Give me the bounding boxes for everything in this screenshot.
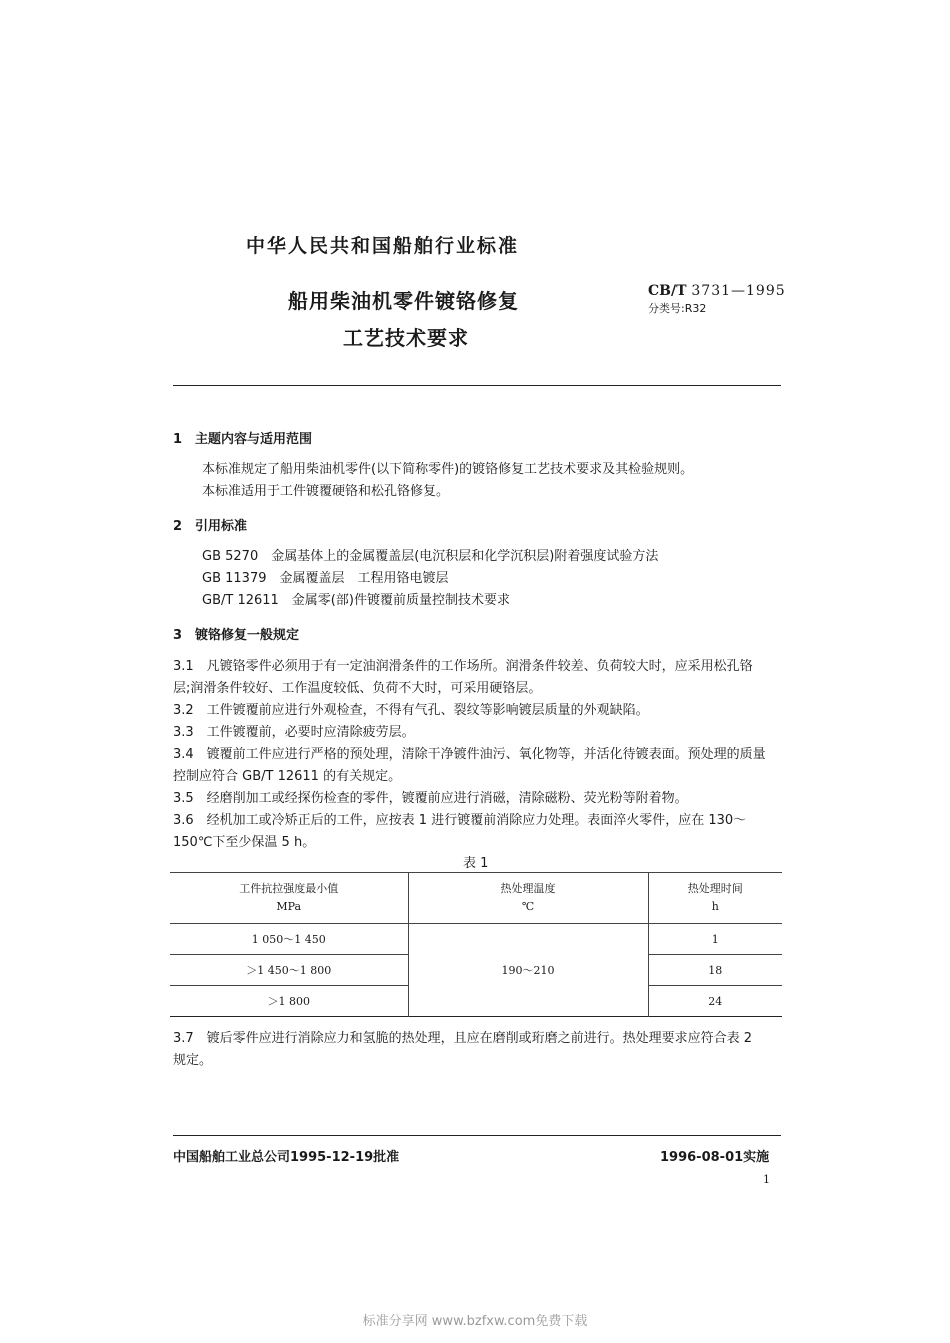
standard-number: 3731—1995	[691, 283, 786, 299]
clause-3-3: 3.3 工件镀覆前，必要时应清除疲劳层。	[173, 725, 415, 740]
strength-cell: ＞1 800	[170, 986, 408, 1017]
clause-3-6-continued: 150℃下至少保温 5 h。	[173, 835, 316, 850]
issuing-organization: 中华人民共和国船舶行业标准	[246, 235, 520, 257]
footer-divider	[173, 1135, 781, 1136]
section-1-paragraph: 本标准规定了船用柴油机零件(以下简称零件)的镀铬修复工艺技术要求及其检验规则。	[202, 462, 694, 477]
clause-3-4: 3.4 镀覆前工件应进行严格的预处理，清除干净镀件油污、氧化物等，并活化待镀表面。预处理的质量	[173, 747, 766, 762]
watermark-text: 标准分享网 www.bzfxw.com免费下载	[362, 1314, 588, 1329]
clause-3-7: 3.7 镀后零件应进行消除应力和氢脆的热处理，且应在磨削或珩磨之前进行。热处理要求应符合表 2	[173, 1031, 753, 1046]
table-header-row	[170, 873, 782, 924]
section-2-heading: 2 引用标准	[173, 519, 248, 534]
column-header-strength: 工件抗拉强度最小值 MPa	[170, 873, 408, 924]
strength-cell: ＞1 450～1 800	[170, 955, 408, 986]
approval-line: 中国船舶工业总公司1995-12-19批准	[173, 1150, 400, 1165]
table-1	[170, 872, 782, 1017]
reference-item: GB/T 12611 金属零(部)件镀覆前质量控制技术要求	[202, 593, 510, 608]
effective-date: 1996-08-01实施	[660, 1150, 770, 1165]
page-number: 1	[763, 1173, 770, 1186]
reference-item: GB 11379 金属覆盖层 工程用铬电镀层	[202, 571, 449, 586]
document-title-line1: 船用柴油机零件镀铬修复	[288, 289, 519, 313]
reference-item: GB 5270 金属基体上的金属覆盖层(电沉积层和化学沉积层)附着强度试验方法	[202, 549, 659, 564]
table-row	[170, 924, 782, 955]
document-title-line2: 工艺技术要求	[343, 326, 469, 350]
column-header-time: 热处理时间 h	[648, 873, 782, 924]
time-cell: 1	[648, 924, 782, 955]
section-1-paragraph: 本标准适用于工件镀覆硬铬和松孔铬修复。	[202, 484, 450, 499]
section-1-heading: 1 主题内容与适用范围	[173, 432, 313, 447]
clause-3-4-continued: 控制应符合 GB/T 12611 的有关规定。	[173, 769, 402, 784]
clause-3-6: 3.6 经机加工或冷矫正后的工件，应按表 1 进行镀覆前消除应力处理。表面淬火零件，应在 130～	[173, 813, 747, 828]
section-3-heading: 3 镀铬修复一般规定	[173, 628, 300, 643]
clause-3-5: 3.5 经磨削加工或经探伤检查的零件，镀覆前应进行消磁，清除磁粉、荧光粉等附着物。	[173, 791, 688, 806]
header-divider	[173, 385, 781, 386]
clause-3-1-continued: 层;润滑条件较好、工作温度较低、负荷不大时，可采用硬铬层。	[173, 681, 542, 696]
time-cell: 24	[648, 986, 782, 1017]
table-1-caption: 表 1	[463, 856, 489, 871]
clause-3-1: 3.1 凡镀铬零件必须用于有一定油润滑条件的工作场所。润滑条件较差、负荷较大时，应采用松孔铬	[173, 659, 753, 674]
standard-prefix: CB/T	[648, 283, 687, 299]
classification-number: 分类号:R32	[648, 302, 707, 315]
clause-3-7-continued: 规定。	[173, 1053, 213, 1068]
strength-cell: 1 050～1 450	[170, 924, 408, 955]
column-header-temperature: 热处理温度 ℃	[408, 873, 648, 924]
standard-code	[648, 283, 786, 299]
temperature-cell: 190～210	[408, 924, 648, 1017]
clause-3-2: 3.2 工件镀覆前应进行外观检查，不得有气孔、裂纹等影响镀层质量的外观缺陷。	[173, 703, 649, 718]
time-cell: 18	[648, 955, 782, 986]
